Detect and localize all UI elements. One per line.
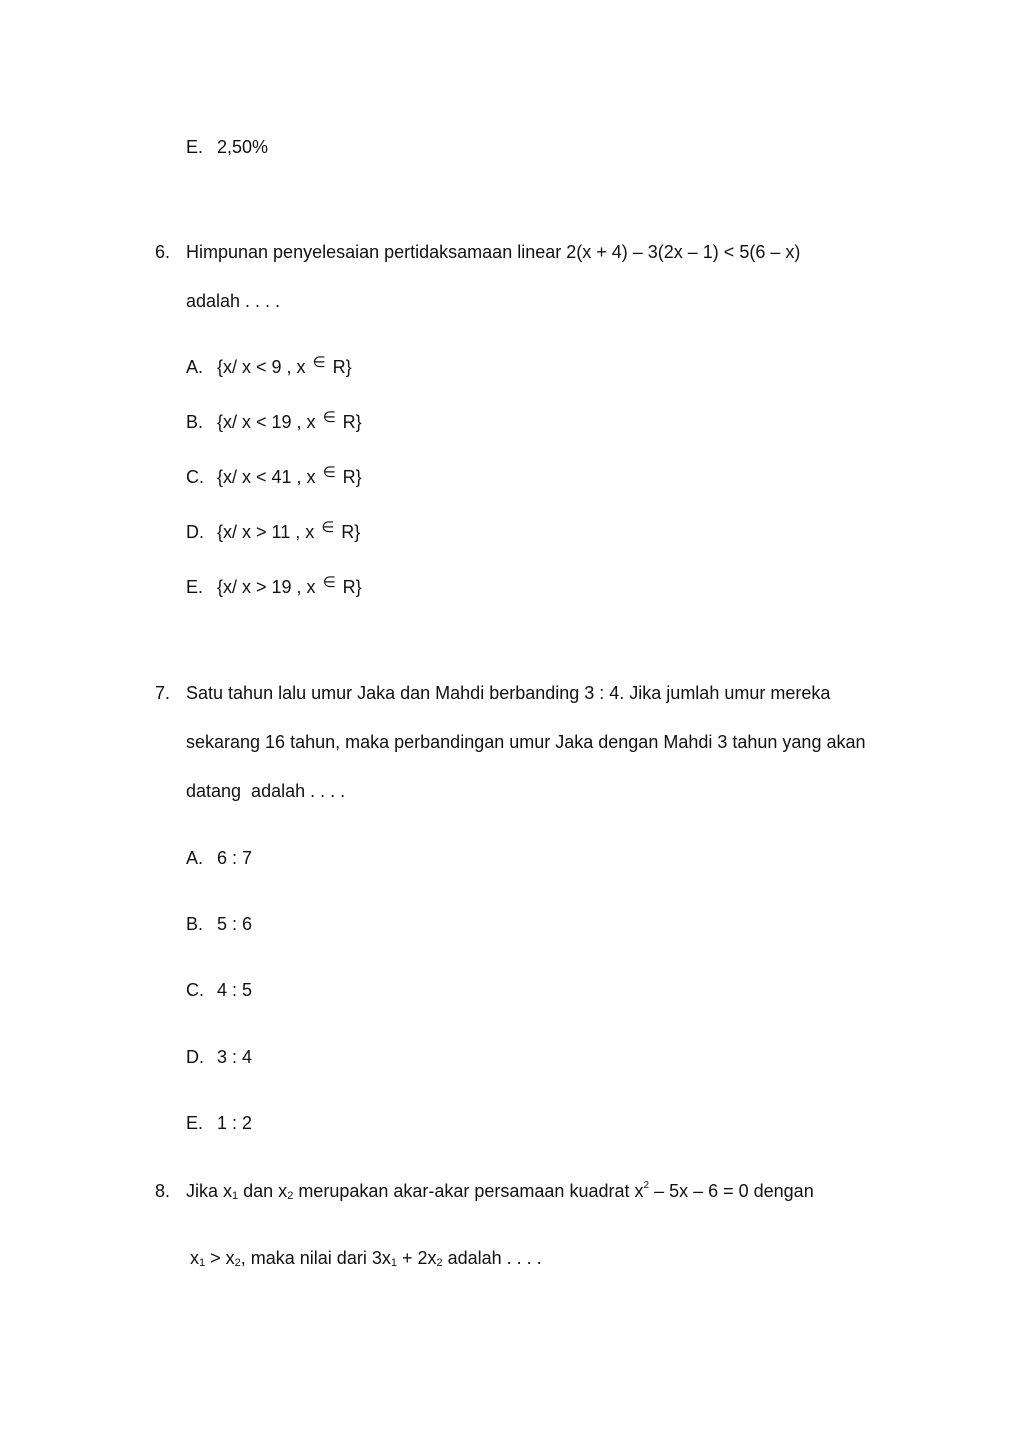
stem-text: Jika x (186, 1181, 233, 1201)
option-letter: C. (186, 467, 204, 487)
option-text: {x/ x > 11 , x (217, 522, 320, 542)
stem-text: , maka nilai dari 3x (240, 1248, 391, 1268)
option-letter: E. (186, 577, 204, 597)
subscript: 2 (234, 1257, 241, 1269)
q8-number: 8. (155, 1181, 171, 1201)
q7-option-b (186, 913, 252, 935)
option-text: {x/ x < 19 , x (217, 412, 321, 432)
option-letter: E. (186, 137, 204, 157)
option-text-end: R} (337, 412, 362, 432)
option-text: 1 : 2 (217, 1113, 253, 1133)
q6-option-c (186, 466, 362, 490)
option-text-end: R} (327, 357, 352, 377)
option-text: 5 : 6 (217, 914, 253, 934)
q7-stem-line-2: sekarang 16 tahun, maka perbandingan umur Jaka dengan Mahdi 3 tahun yang akan (186, 732, 866, 752)
option-text: 6 : 7 (217, 848, 253, 868)
q8-stem-line-1 (186, 1180, 814, 1202)
option-text: 2,50% (217, 137, 269, 157)
option-text-end: R} (337, 577, 362, 597)
stem-text: > x (205, 1248, 235, 1268)
q7-option-a (186, 847, 252, 869)
q7-option-d (186, 1046, 252, 1068)
option-letter: C. (186, 980, 204, 1000)
option-letter: B. (186, 412, 204, 432)
option-letter: B. (186, 914, 204, 934)
q6-number: 6. (155, 242, 171, 262)
q7-stem-line-1: Satu tahun lalu umur Jaka dan Mahdi berbanding 3 : 4. Jika jumlah umur mereka (186, 683, 831, 703)
option-letter: D. (186, 1047, 204, 1067)
stem-text: – 5x – 6 = 0 dengan (649, 1181, 814, 1201)
subscript: 1 (199, 1257, 206, 1269)
superscript: 2 (643, 1180, 650, 1191)
q7-option-c (186, 979, 252, 1001)
q7-stem-line-3: datang adalah . . . . (186, 781, 346, 801)
option-letter: D. (186, 522, 204, 542)
q6-option-e (186, 576, 362, 600)
stem-text: merupakan akar-akar persamaan kuadrat x (293, 1181, 644, 1201)
q6-option-a (186, 356, 352, 380)
subscript: 1 (390, 1257, 397, 1269)
subscript: 2 (287, 1190, 294, 1202)
option-text-end: R} (337, 467, 362, 487)
option-letter: A. (186, 848, 204, 868)
element-of-symbol: ∈ (321, 519, 335, 536)
option-text: 4 : 5 (217, 980, 253, 1000)
option-text: {x/ x < 41 , x (217, 467, 321, 487)
option-letter: E. (186, 1113, 204, 1133)
stem-text: x (190, 1248, 199, 1268)
q8-stem-line-2 (190, 1247, 542, 1269)
subscript: 2 (436, 1257, 443, 1269)
stem-text: dan x (238, 1181, 288, 1201)
option-letter: A. (186, 357, 204, 377)
stem-text: + 2x (396, 1248, 437, 1268)
element-of-symbol: ∈ (322, 574, 336, 591)
q6-stem-line-2: adalah . . . . (186, 291, 281, 311)
q6-option-d (186, 521, 360, 545)
element-of-symbol: ∈ (322, 464, 336, 481)
option-text: {x/ x > 19 , x (217, 577, 321, 597)
q6-stem-line-1: Himpunan penyelesaian pertidaksamaan linear 2(x + 4) – 3(2x – 1) < 5(6 – x) (186, 242, 801, 262)
q5-option-e (186, 136, 268, 158)
option-text: {x/ x < 9 , x (217, 357, 311, 377)
q7-number: 7. (155, 683, 171, 703)
element-of-symbol: ∈ (312, 354, 326, 371)
stem-text: adalah . . . . (442, 1248, 542, 1268)
option-text: 3 : 4 (217, 1047, 253, 1067)
element-of-symbol: ∈ (322, 409, 336, 426)
q7-option-e (186, 1112, 252, 1134)
option-text-end: R} (336, 522, 361, 542)
subscript: 1 (232, 1190, 239, 1202)
q6-option-b (186, 411, 362, 435)
